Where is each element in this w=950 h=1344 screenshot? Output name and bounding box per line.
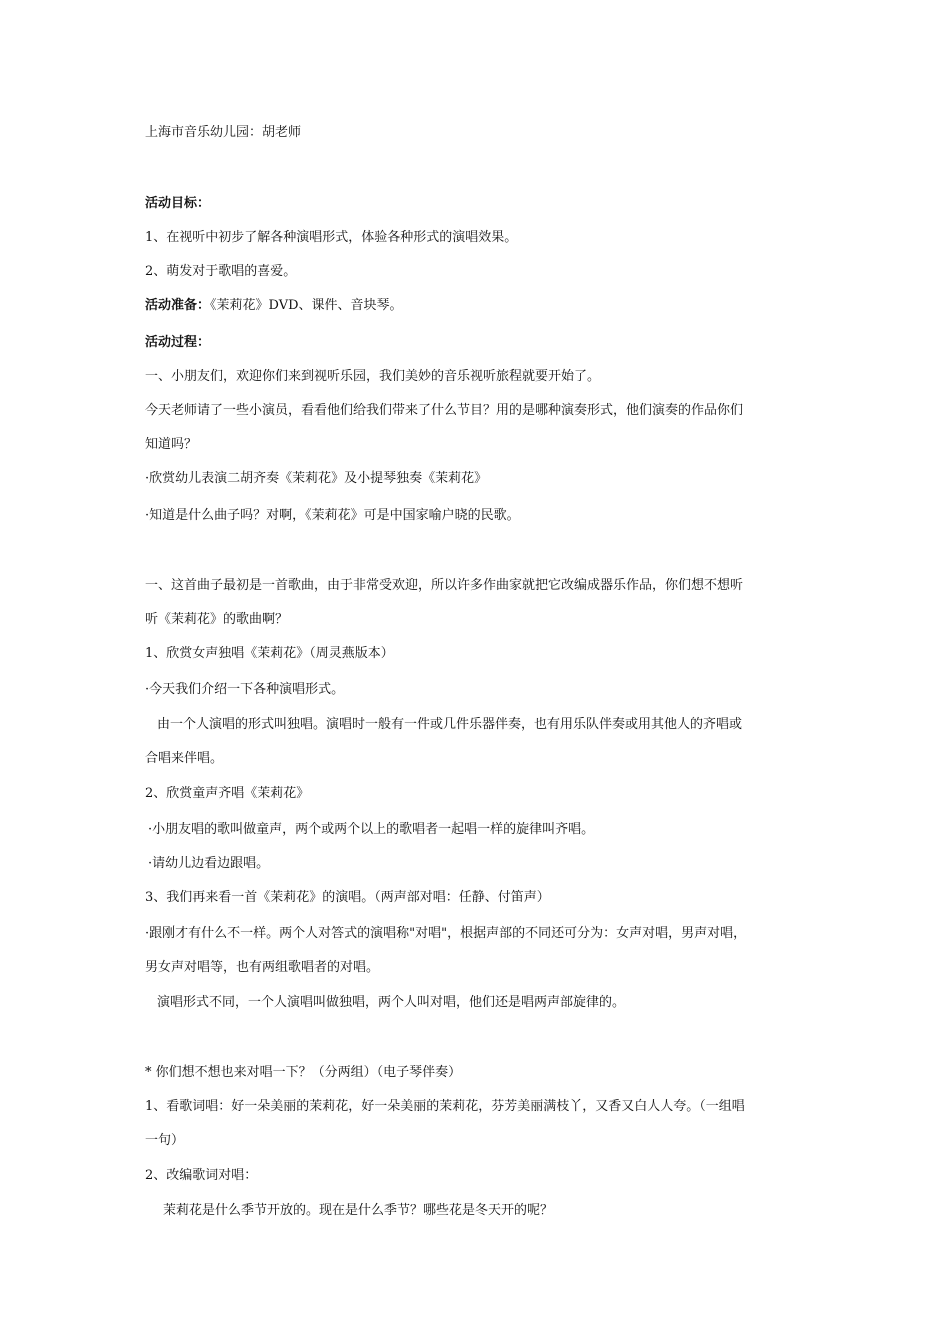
process-paragraph-16a: 1、看歌词唱：好一朵美丽的茉莉花，好一朵美丽的茉莉花，芬芳美丽满枝丫，又香又白人人夸。（一组唱 xyxy=(145,1099,745,1114)
process-paragraph-5b: 听《茉莉花》的歌曲啊？ xyxy=(145,612,289,627)
process-paragraph-3: ·欣赏幼儿表演二胡齐奏《茉莉花》及小提琴独奏《茉莉花》 xyxy=(145,471,488,486)
goal-item-2: 2、萌发对于歌唱的喜爱。 xyxy=(145,264,297,279)
process-paragraph-7: ·今天我们介绍一下各种演唱形式。 xyxy=(145,682,345,697)
process-paragraph-15: * 你们想不想也来对唱一下？（分两组）（电子琴伴奏） xyxy=(145,1065,462,1080)
process-paragraph-6: 1、欣赏女声独唱《茉莉花》（周灵燕版本） xyxy=(145,646,394,661)
goals-heading: 活动目标： xyxy=(145,196,211,211)
process-paragraph-14: 演唱形式不同，一个人演唱叫做独唱，两个人叫对唱，他们还是唱两声部旋律的。 xyxy=(157,995,626,1010)
process-paragraph-4: ·知道是什么曲子吗？对啊，《茉莉花》可是中国家喻户晓的民歌。 xyxy=(145,508,520,523)
goal-item-1: 1、在视听中初步了解各种演唱形式，体验各种形式的演唱效果。 xyxy=(145,230,518,245)
process-paragraph-2b: 知道吗？ xyxy=(145,437,198,452)
prep-label: 活动准备： xyxy=(145,298,211,313)
process-paragraph-17: 2、改编歌词对唱： xyxy=(145,1168,258,1183)
process-paragraph-11: ·请幼儿边看边跟唱。 xyxy=(148,856,270,871)
author-line: 上海市音乐幼儿园：胡老师 xyxy=(145,125,302,140)
process-paragraph-2a: 今天老师请了一些小演员，看看他们给我们带来了什么节目？用的是哪种演奏形式，他们演奏的作品你们 xyxy=(145,403,744,418)
process-paragraph-18: 茉莉花是什么季节开放的。现在是什么季节？哪些花是冬天开的呢？ xyxy=(163,1203,554,1218)
process-paragraph-16b: 一句） xyxy=(145,1133,185,1148)
process-paragraph-13b: 男女声对唱等，也有两组歌唱者的对唱。 xyxy=(145,960,380,975)
process-paragraph-12: 3、我们再来看一首《茉莉花》的演唱。（两声部对唱：任静、付笛声） xyxy=(145,890,550,905)
process-paragraph-8a: 由一个人演唱的形式叫独唱。演唱时一般有一件或几件乐器伴奏，也有用乐队伴奏或用其他人的齐唱或 xyxy=(157,717,743,732)
process-paragraph-1: 一、小朋友们，欢迎你们来到视听乐园，我们美妙的音乐视听旅程就要开始了。 xyxy=(145,369,601,384)
prep-line xyxy=(145,296,810,316)
process-paragraph-8b: 合唱来伴唱。 xyxy=(145,751,224,766)
process-paragraph-9: 2、欣赏童声齐唱《茉莉花》 xyxy=(145,786,310,801)
process-heading: 活动过程： xyxy=(145,335,211,350)
process-paragraph-13a: ·跟刚才有什么不一样。两个人对答式的演唱称"对唱"，根据声部的不同还可分为：女声对唱，男声对唱， xyxy=(145,926,747,941)
process-paragraph-10: ·小朋友唱的歌叫做童声，两个或两个以上的歌唱者一起唱一样的旋律叫齐唱。 xyxy=(148,822,595,837)
prep-text: 《茉莉花》DVD、课件、音块琴。 xyxy=(210,298,403,313)
process-paragraph-5a: 一、这首曲子最初是一首歌曲，由于非常受欢迎，所以许多作曲家就把它改编成器乐作品，你们想不想听 xyxy=(145,578,744,593)
